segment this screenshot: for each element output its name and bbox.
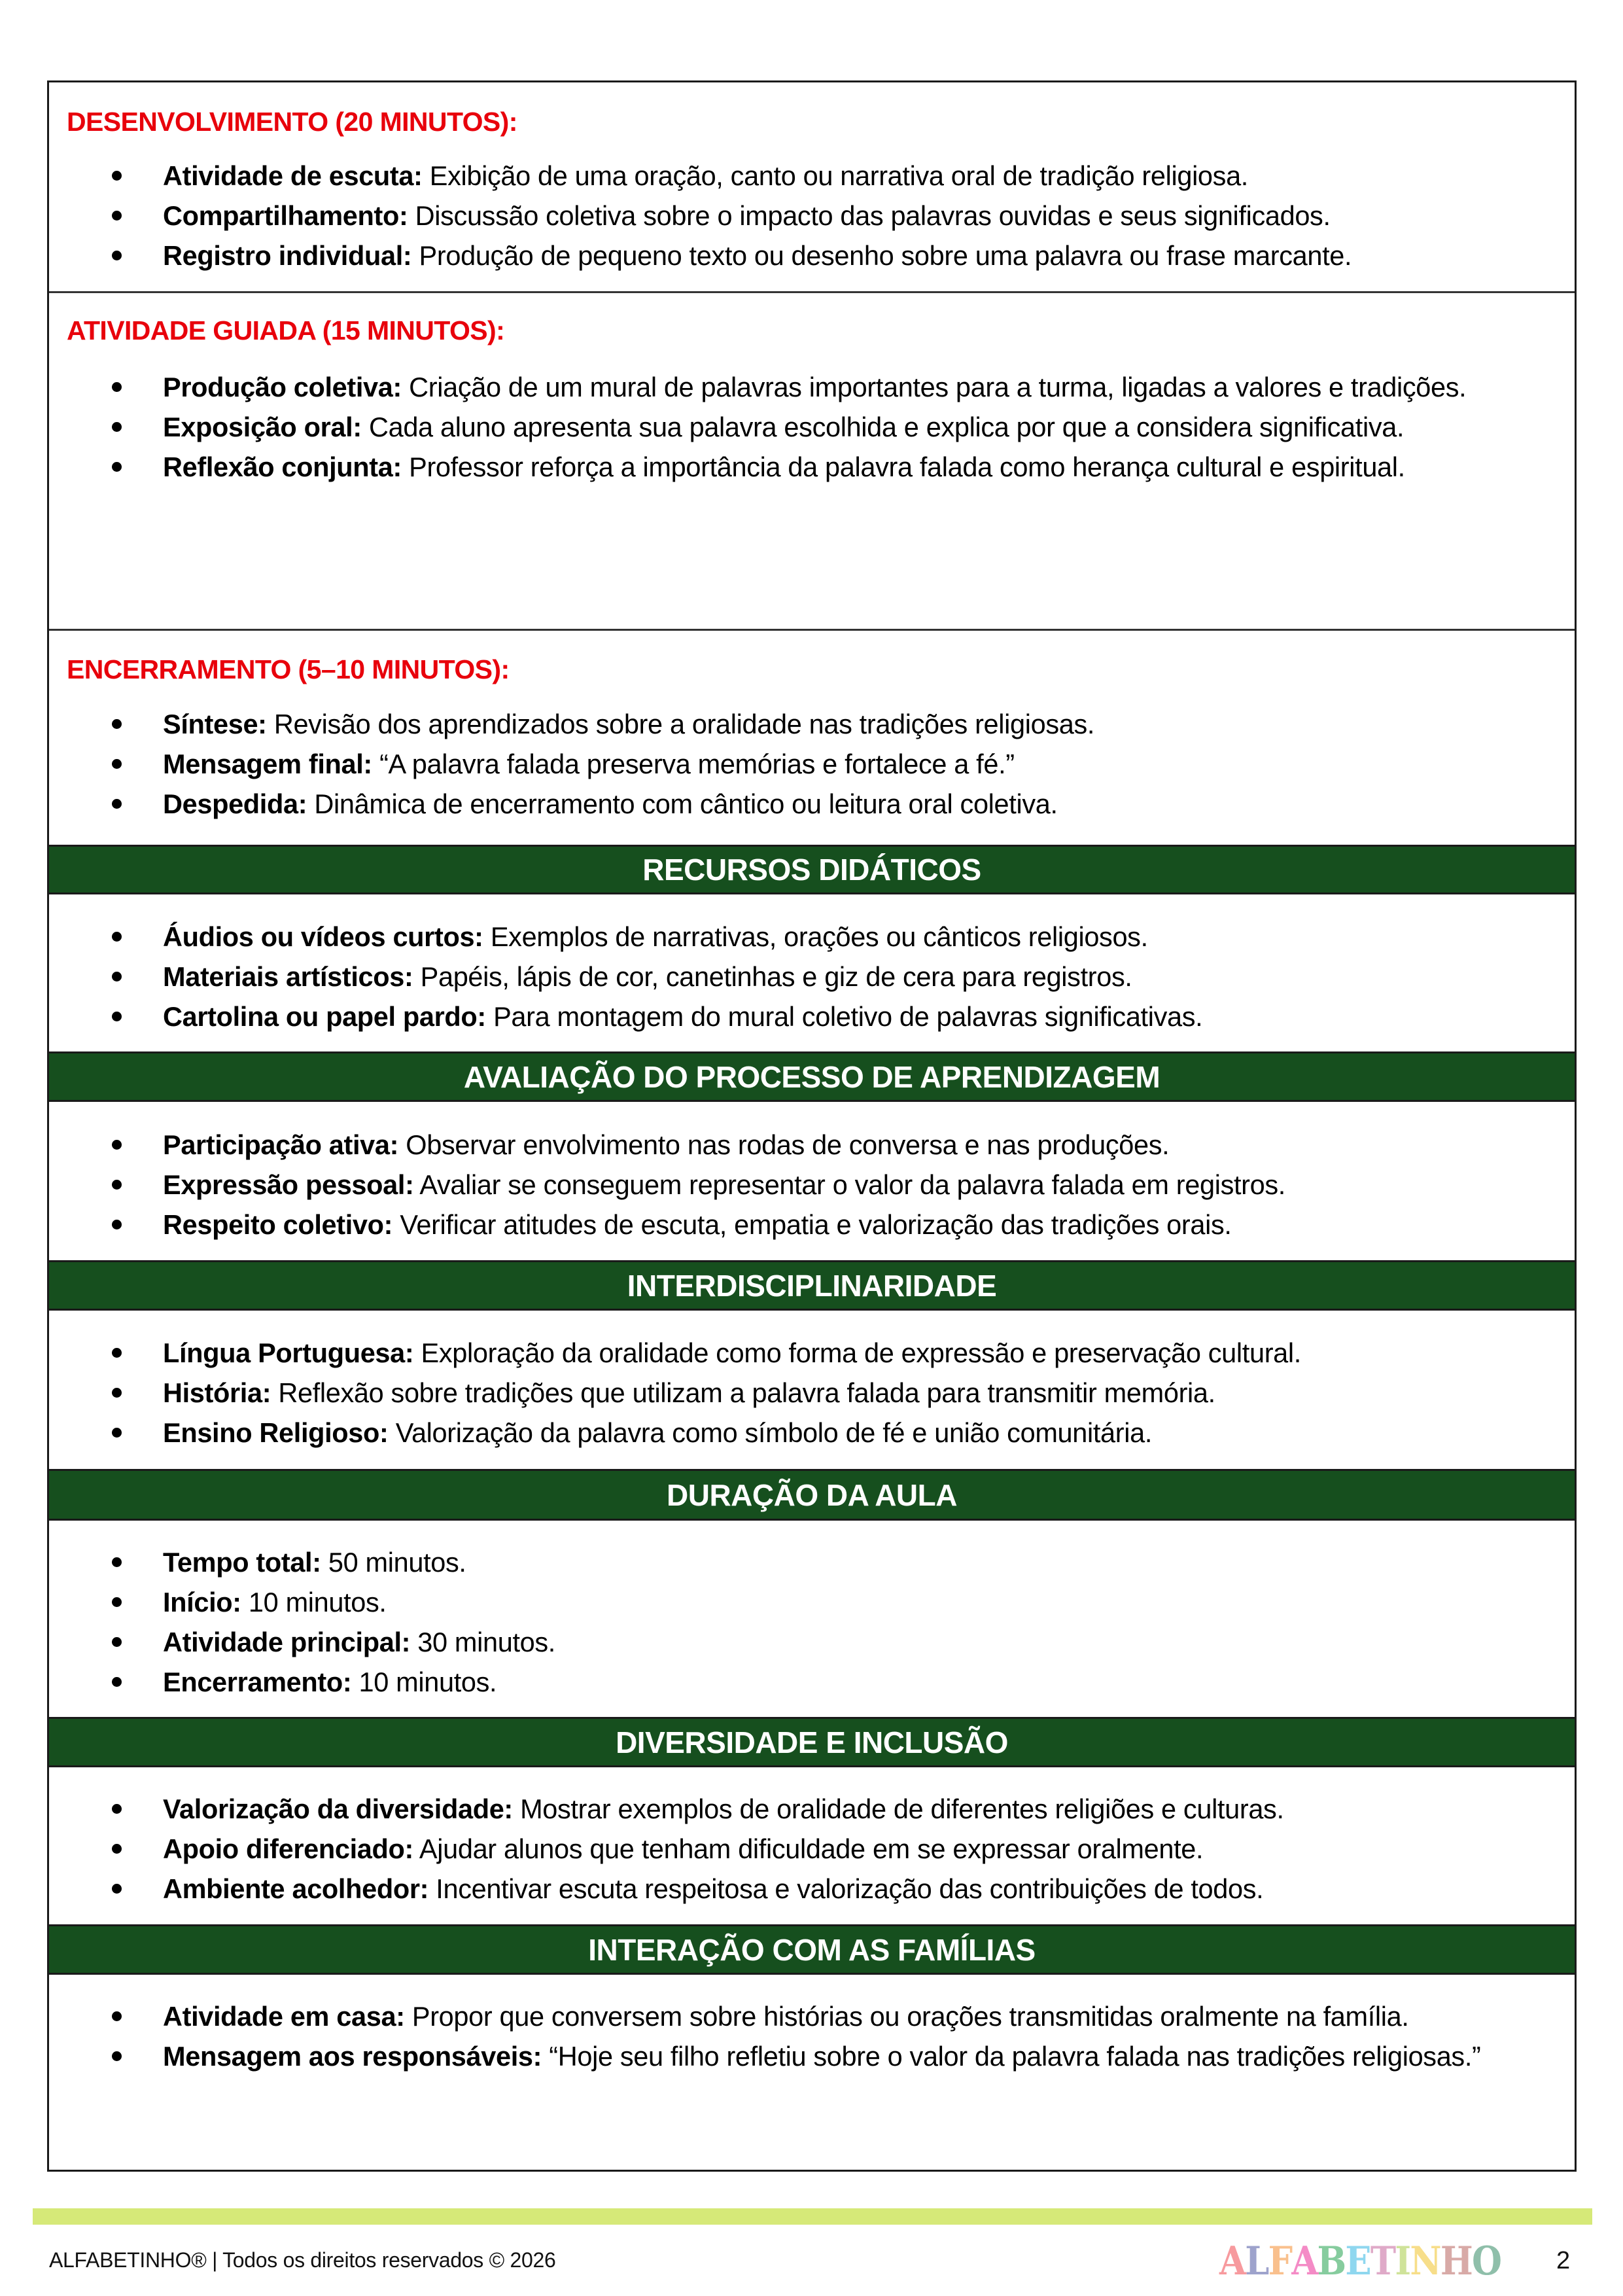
item-label: Despedida: <box>163 788 307 819</box>
item-text: Propor que conversem sobre histórias ou orações transmitidas oralmente na família. <box>404 2001 1409 2032</box>
list-item <box>49 704 1575 744</box>
logo-letter: I <box>1395 2238 1410 2284</box>
bullet-icon <box>112 1140 122 1150</box>
item-label: Compartilhamento: <box>163 200 408 231</box>
item-label: Exposição oral: <box>163 412 362 442</box>
item-text: Produção de pequeno texto ou desenho sobre uma palavra ou frase marcante. <box>411 240 1352 271</box>
item-text: Revisão dos aprendizados sobre a oralidade nas tradições religiosas. <box>266 709 1095 739</box>
list-item <box>49 1829 1575 1869</box>
item-label: Atividade em casa: <box>163 2001 405 2032</box>
bullet-icon <box>112 1180 122 1190</box>
item-text: Mostrar exemplos de oralidade de diferentes religiões e culturas. <box>512 1793 1284 1824</box>
section-atividade-guiada <box>49 293 1575 631</box>
item-text: Professor reforça a importância da palavra falada como herança cultural e espiritual. <box>401 451 1405 482</box>
bullet-icon <box>112 1348 122 1358</box>
bullet-icon <box>112 759 122 769</box>
bullet-icon <box>112 1012 122 1021</box>
list-item <box>49 1582 1575 1622</box>
footer-divider <box>33 2208 1592 2225</box>
list-item <box>49 1125 1575 1165</box>
item-list-interdisciplinaridade <box>49 1333 1575 1453</box>
section-title: DURAÇÃO DA AULA <box>667 1477 957 1512</box>
item-text: Cada aluno apresenta sua palavra escolhida e explica por que a considera significativa. <box>361 412 1405 442</box>
item-text: Reflexão sobre tradições que utilizam a palavra falada para transmitir memória. <box>271 1377 1215 1408</box>
list-item <box>49 1662 1575 1702</box>
logo-letter: N <box>1410 2238 1440 2284</box>
section-header-diversidade <box>49 1717 1575 1767</box>
item-label: Atividade principal: <box>163 1627 411 1657</box>
bullet-icon <box>112 251 122 260</box>
item-label: Expressão pessoal: <box>163 1169 414 1200</box>
list-item <box>49 1869 1575 1909</box>
item-label: História: <box>163 1377 271 1408</box>
section-title: INTERAÇÃO COM AS FAMÍLIAS <box>588 1932 1036 1967</box>
bullet-icon <box>112 1597 122 1607</box>
logo-letter: L <box>1245 2238 1268 2284</box>
item-text: Valorização da palavra como símbolo de fé e união comunitária. <box>388 1417 1153 1448</box>
section-header-interdisciplinaridade <box>49 1260 1575 1311</box>
bullet-icon <box>112 799 122 809</box>
list-item <box>49 1789 1575 1829</box>
item-text: Exibição de uma oração, canto ou narrativa oral de tradição religiosa. <box>422 160 1248 191</box>
item-text: Ajudar alunos que tenham dificuldade em se expressar oralmente. <box>413 1833 1204 1864</box>
bullet-icon <box>112 719 122 729</box>
item-label: Mensagem final: <box>163 749 372 779</box>
item-label: Ensino Religioso: <box>163 1417 389 1448</box>
section-header-avaliacao <box>49 1051 1575 1102</box>
item-text: Criação de um mural de palavras importantes para a turma, ligadas a valores e tradições. <box>402 372 1467 402</box>
bullet-icon <box>112 2051 122 2061</box>
item-label: Participação ativa: <box>163 1129 399 1160</box>
item-label: Áudios ou vídeos curtos: <box>163 921 483 952</box>
item-list-recursos <box>49 917 1575 1036</box>
logo-letter: B <box>1317 2238 1346 2284</box>
list-item <box>49 2036 1575 2076</box>
section-title: DIVERSIDADE E INCLUSÃO <box>616 1725 1008 1759</box>
list-item <box>49 1413 1575 1453</box>
bullet-icon <box>112 171 122 181</box>
logo-letter: H <box>1440 2238 1473 2284</box>
section-title: INTERDISCIPLINARIDADE <box>627 1268 997 1303</box>
list-item <box>49 1996 1575 2036</box>
list-item <box>49 744 1575 784</box>
bullet-icon <box>112 1637 122 1647</box>
item-text: Dinâmica de encerramento com cântico ou leitura oral coletiva. <box>307 788 1058 819</box>
lesson-plan-table <box>47 80 1577 2172</box>
bullet-icon <box>112 1388 122 1398</box>
list-item <box>49 156 1575 196</box>
bullet-icon <box>112 211 122 221</box>
list-item <box>49 997 1575 1036</box>
footer-copyright: ALFABETINHO® | Todos os direitos reservados © 2026 <box>49 2248 556 2272</box>
section-heading: ATIVIDADE GUIADA (15 MINUTOS): <box>67 315 505 345</box>
alfabetinho-logo <box>1219 2240 1501 2282</box>
page-number: 2 <box>1556 2247 1571 2274</box>
bullet-icon <box>112 1428 122 1438</box>
list-item <box>49 367 1575 407</box>
item-label: Produção coletiva: <box>163 372 402 402</box>
section-header-duracao <box>49 1469 1575 1521</box>
bullet-icon <box>112 1804 122 1814</box>
item-label: Valorização da diversidade: <box>163 1793 513 1824</box>
item-label: Respeito coletivo: <box>163 1209 393 1240</box>
list-item <box>49 1622 1575 1662</box>
bullet-icon <box>112 1557 122 1567</box>
list-item <box>49 196 1575 236</box>
logo-letter: E <box>1345 2238 1370 2284</box>
bullet-icon <box>112 422 122 432</box>
list-item <box>49 447 1575 487</box>
list-item <box>49 1333 1575 1373</box>
list-item <box>49 1373 1575 1413</box>
section-title: RECURSOS DIDÁTICOS <box>642 853 981 887</box>
list-item <box>49 917 1575 957</box>
logo-letter: O <box>1472 2238 1501 2284</box>
item-label: Síntese: <box>163 709 267 739</box>
item-text: Avaliar se conseguem representar o valor da palavra falada em registros. <box>413 1169 1285 1200</box>
logo-letter: A <box>1291 2238 1318 2284</box>
item-text: Observar envolvimento nas rodas de conversa e nas produções. <box>398 1129 1170 1160</box>
item-label: Registro individual: <box>163 240 412 271</box>
item-label: Apoio diferenciado: <box>163 1833 414 1864</box>
bullet-icon <box>112 972 122 981</box>
item-label: Materiais artísticos: <box>163 961 413 992</box>
item-text: Exemplos de narrativas, orações ou cânticos religiosos. <box>483 921 1148 952</box>
item-label: Início: <box>163 1587 241 1617</box>
item-label: Língua Portuguesa: <box>163 1337 414 1368</box>
item-text: Papéis, lápis de cor, canetinhas e giz de cera para registros. <box>413 961 1132 992</box>
item-label: Mensagem aos responsáveis: <box>163 2041 542 2072</box>
item-text: Incentivar escuta respeitosa e valorização das contribuições de todos. <box>428 1873 1264 1904</box>
item-list <box>49 156 1575 275</box>
item-label: Cartolina ou papel pardo: <box>163 1001 486 1032</box>
bullet-icon <box>112 382 122 392</box>
item-text: “A palavra falada preserva memórias e fortalece a fé.” <box>372 749 1015 779</box>
section-header-familias <box>49 1924 1575 1975</box>
item-label: Tempo total: <box>163 1547 321 1578</box>
list-item <box>49 236 1575 275</box>
item-list-avaliacao <box>49 1125 1575 1245</box>
item-text: Exploração da oralidade como forma de expressão e preservação cultural. <box>413 1337 1301 1368</box>
list-item <box>49 1542 1575 1582</box>
item-text: Para montagem do mural coletivo de palavras significativas. <box>485 1001 1203 1032</box>
item-text: 50 minutos. <box>321 1547 466 1578</box>
item-text: 10 minutos. <box>241 1587 387 1617</box>
item-label: Ambiente acolhedor: <box>163 1873 429 1904</box>
bullet-icon <box>112 1220 122 1229</box>
item-text: Verificar atitudes de escuta, empatia e valorização das tradições orais. <box>393 1209 1232 1240</box>
item-label: Encerramento: <box>163 1667 352 1697</box>
item-list-duracao <box>49 1542 1575 1702</box>
logo-letter: T <box>1370 2238 1395 2284</box>
item-list <box>49 704 1575 824</box>
section-heading: ENCERRAMENTO (5–10 MINUTOS): <box>67 654 510 684</box>
item-list-diversidade <box>49 1789 1575 1909</box>
section-desenvolvimento <box>49 82 1575 293</box>
item-label: Atividade de escuta: <box>163 160 423 191</box>
bullet-icon <box>112 2011 122 2021</box>
list-item <box>49 1165 1575 1205</box>
section-encerramento <box>49 631 1575 847</box>
item-text: 10 minutos. <box>351 1667 497 1697</box>
item-list-familias <box>49 1996 1575 2076</box>
logo-letter: F <box>1268 2238 1292 2284</box>
section-title: AVALIAÇÃO DO PROCESSO DE APRENDIZAGEM <box>463 1059 1161 1094</box>
section-heading: DESENVOLVIMENTO (20 MINUTOS): <box>67 107 517 137</box>
bullet-icon <box>112 462 122 472</box>
list-item <box>49 407 1575 447</box>
bullet-icon <box>112 1844 122 1854</box>
list-item <box>49 957 1575 997</box>
list-item <box>49 1205 1575 1245</box>
item-text: 30 minutos. <box>410 1627 555 1657</box>
bullet-icon <box>112 1884 122 1894</box>
logo-letter: A <box>1219 2238 1246 2284</box>
item-text: “Hoje seu filho refletiu sobre o valor da palavra falada nas tradições religiosas.” <box>542 2041 1481 2072</box>
item-list <box>49 367 1575 487</box>
item-text: Discussão coletiva sobre o impacto das palavras ouvidas e seus significados. <box>408 200 1331 231</box>
list-item <box>49 784 1575 824</box>
section-header-recursos <box>49 845 1575 894</box>
bullet-icon <box>112 1677 122 1687</box>
bullet-icon <box>112 932 122 942</box>
item-label: Reflexão conjunta: <box>163 451 402 482</box>
